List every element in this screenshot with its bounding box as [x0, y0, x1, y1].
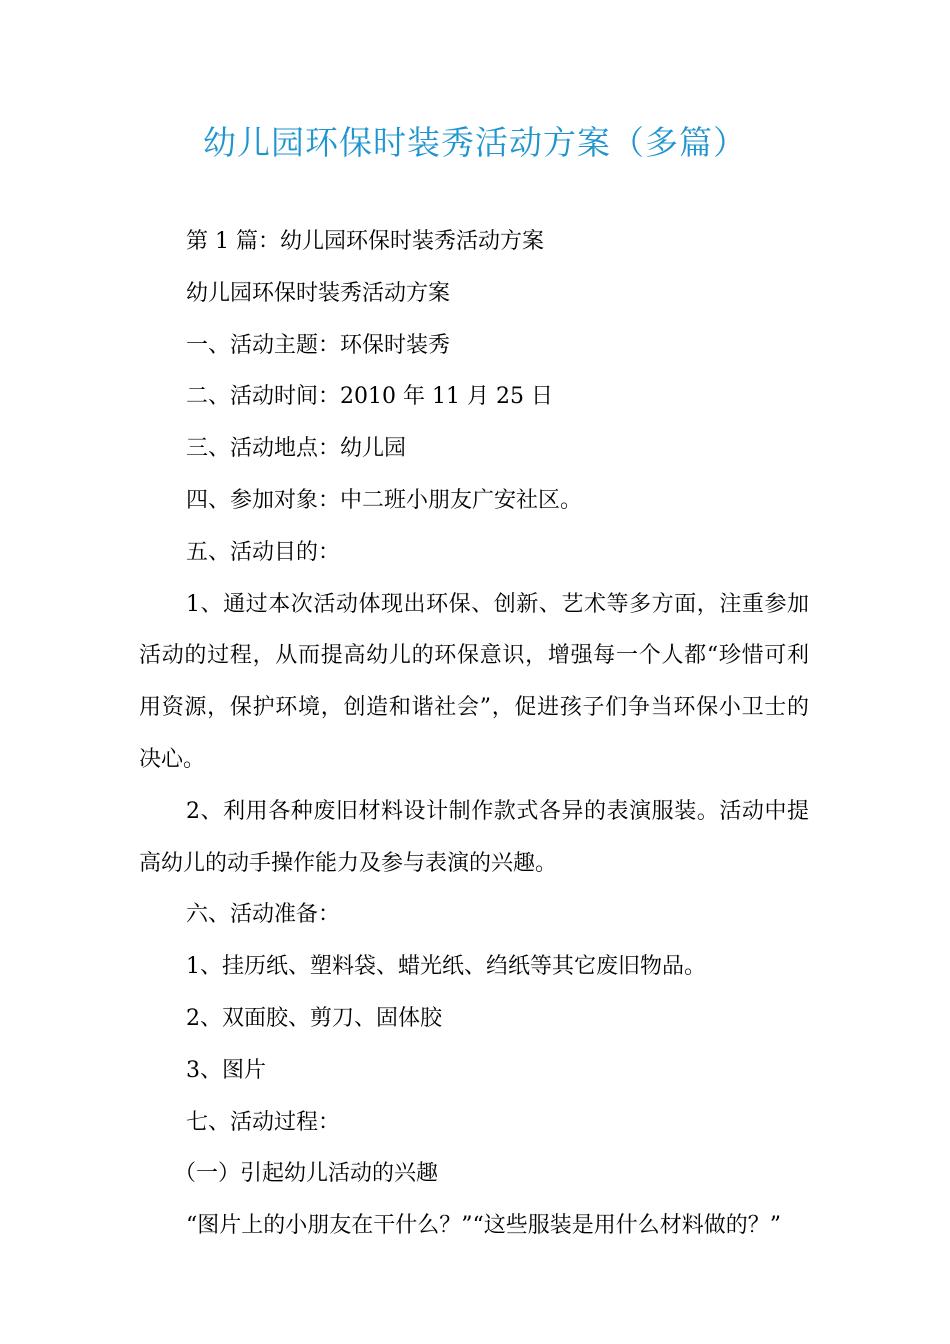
goal-paragraph-2: 2、利用各种废旧材料设计制作款式各异的表演服装。活动中提高幼儿的动手操作能力及参与表演的兴趣。: [139, 798, 809, 876]
document-body: [139, 216, 809, 1252]
prep-item-1: 1、挂历纸、塑料袋、蜡光纸、绉纸等其它废旧物品。: [186, 954, 706, 980]
process-step-1: （一）引起幼儿活动的兴趣: [174, 1161, 439, 1187]
plan-subtitle: 幼儿园环保时装秀活动方案: [186, 280, 451, 306]
chapter-heading: 第 1 篇：幼儿园环保时装秀活动方案: [186, 229, 544, 254]
participants-line: 四、参加对象：中二班小朋友广安社区。: [186, 487, 583, 513]
theme-line: 一、活动主题：环保时装秀: [186, 332, 451, 358]
process-heading: 七、活动过程：: [186, 1109, 341, 1135]
time-line: 二、活动时间：2010 年 11 月 25 日: [186, 384, 553, 410]
prep-item-3: 3、图片: [186, 1057, 266, 1083]
prep-item-2: 2、双面胶、剪刀、固体胶: [186, 1005, 442, 1031]
document-title: 幼儿园环保时装秀活动方案（多篇）: [203, 123, 747, 162]
prep-heading: 六、活动准备：: [186, 902, 341, 928]
place-line: 三、活动地点：幼儿园: [186, 436, 407, 462]
goal-heading: 五、活动目的：: [186, 539, 341, 565]
question-line: “图片上的小朋友在干什么？”“这些服装是用什么材料做的？”: [186, 1213, 781, 1239]
goal-paragraph-1: 1、通过本次活动体现出环保、创新、艺术等多方面，注重参加活动的过程，从而提高幼儿的环保意识，增强每一个人都“珍惜可利用资源，保护环境，创造和谐社会”，促进孩子们争当环保小卫士的决心。: [139, 591, 809, 772]
